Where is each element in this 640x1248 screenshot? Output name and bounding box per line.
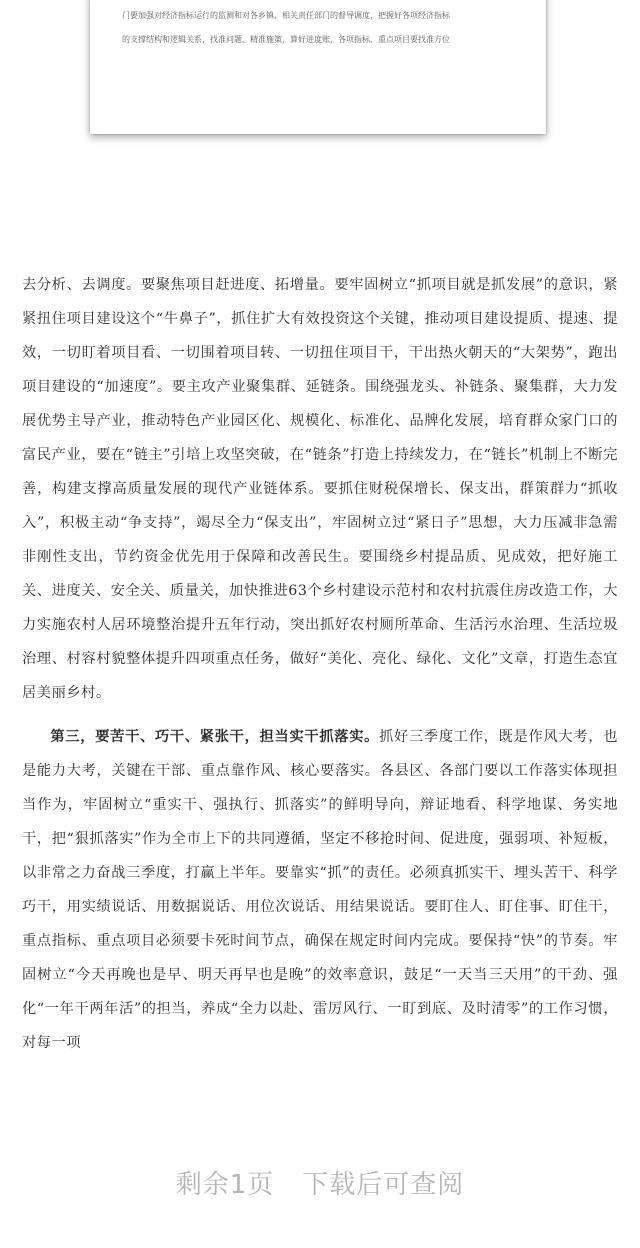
previous-page-preview xyxy=(90,0,546,134)
preview-line: 门要加强对经济指标运行的监测和对各乡镇、相关责任部门的督导调度，把握好各项经济指标 xyxy=(122,11,450,20)
paragraph-text: 抓好三季度工作，既是作风大考，也是能力大考，关键在干部、重点靠作风、核心要落实。各县区、各部门要以工作落实体现担当作为，牢固树立“重实干、强执行、抓落实”的鲜明导向，辩证地看、科学地谋、务实地干，把“狠抓落实”作为全市上下的共同遵循，坚定不移抢时间、促进度，强弱项、补短板，以非常之力奋战三季度，打赢上半年。要靠实“抓”的责任。必须真抓实干、埋头苦干、科学巧干，用实绩说话、用数据说话、用位次说话、用结果说话。要盯住人、盯住事、盯住干，重点指标、重点项目必须要卡死时间节点，确保在规定时间内完成。要保持“快”的节奏。牢固树立“今天再晚也是早、明天再早也是晚”的效率意识，鼓足“一天当三天用”的干劲、强化“一年干两年活”的担当，养成“全力以赴、雷厉风行、一盯到底、及时清零”的工作习惯，对每一项 xyxy=(22,729,618,1051)
preview-line: 的支撑结构和逻辑关系，找准问题、精准施策，算好进度账，各项指标、重点项目要找准方位 xyxy=(122,35,450,44)
paragraph-heading: 第三，要苦干、巧干、紧张干，担当实干抓落实。 xyxy=(50,729,380,745)
download-to-view-label[interactable]: 下载后可查阅 xyxy=(302,1170,465,1200)
download-prompt[interactable] xyxy=(0,1164,640,1201)
paragraph: 去分析、去调度。要聚焦项目赶进度、拓增量。要牢固树立“抓项目就是抓发展”的意识，紧紧扭住项目建设这个“牛鼻子”，抓住扩大有效投资这个关键，推动项目建设提质、提速、提效，一切盯着项目看、一切围着项目转、一切扭住项目干，干出热火朝天的“大架势”，跑出项目建设的“加速度”。要主攻产业聚集群、延链条。围绕强龙头、补链条、聚集群，大力发展优势主导产业，推动特色产业园区化、规模化、标准化、品牌化发展，培育群众家门口的富民产业，要在“链主”引培上攻坚突破，在“链条”打造上持续发力，在“链长”机制上不断完善，构建支撑高质量发展的现代产业链体系。要抓住财税保增长、保支出，群策群力“抓收入”，积极主动“争支持”，竭尽全力“保支出”，牢固树立过“紧日子”思想，大力压减非急需非刚性支出，节约资金优先用于保障和改善民生。要围绕乡村提品质、见成效，把好施工关、进度关、安全关、质量关，加快推进63个乡村建设示范村和农村抗震住房改造工作，大力实施农村人居环境整治提升五年行动，突出抓好农村厕所革命、生活污水治理、生活垃圾治理、村容村貌整体提升四项重点任务，做好“美化、亮化、绿化、文化”文章，打造生态宜居美丽乡村。 xyxy=(22,277,618,701)
remaining-pages-label: 剩余1页 xyxy=(175,1170,275,1200)
paragraph xyxy=(22,720,618,1060)
document-body xyxy=(22,268,618,1060)
